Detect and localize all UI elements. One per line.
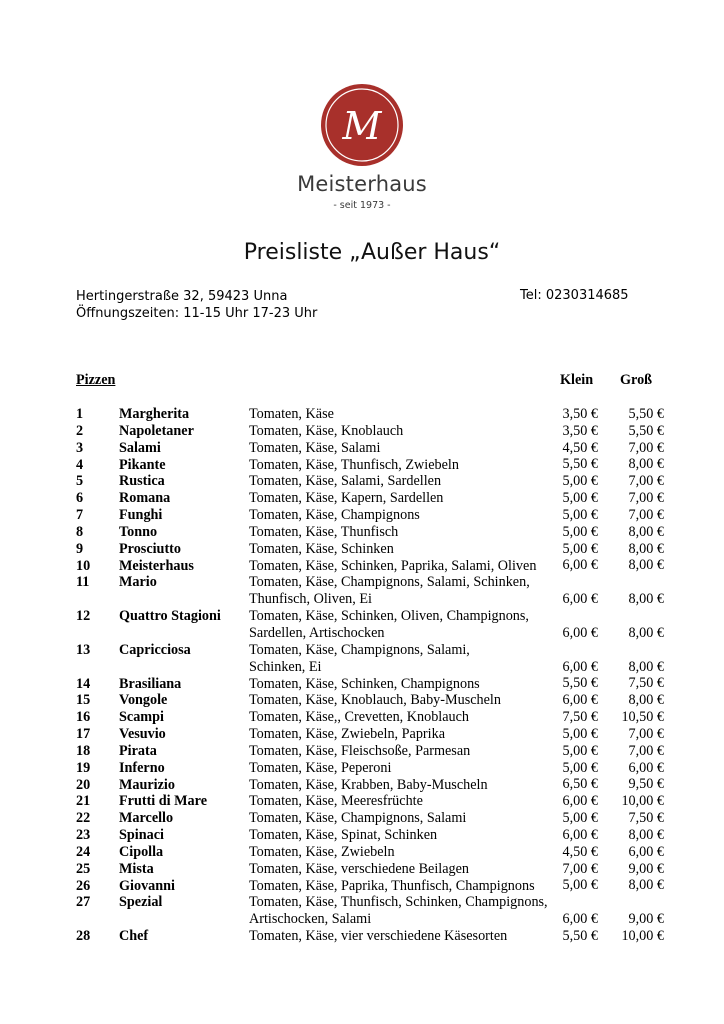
item-description [249,574,561,608]
item-number: 15 [76,692,91,709]
description-line: Tomaten, Käse, Salami, Sardellen [249,473,442,490]
description-line: Thunfisch, Oliven, Ei [249,591,372,608]
item-description [249,827,561,844]
description-line: Tomaten, Käse, Zwiebeln [249,843,395,860]
description-line: Tomaten, Käse [249,406,334,422]
description-line: Tomaten, Käse, vier verschiedene Käsesorten [249,928,508,945]
item-number: 20 [76,776,91,793]
price-small: 5,50 € [562,928,598,944]
price-small: 5,50 € [562,675,598,692]
item-description [249,642,561,676]
menu-item [76,574,676,608]
price-small: 5,00 € [562,490,598,507]
price-large: 10,50 € [621,709,664,726]
menu-item [76,743,676,760]
price-large: 8,00 € [628,540,664,557]
item-name: Spinaci [119,827,164,844]
price-large: 8,00 € [628,692,664,709]
price-small: 5,00 € [562,759,598,776]
price-large: 5,50 € [628,405,664,422]
item-description [249,894,561,928]
price-large: 8,00 € [628,591,664,608]
item-description [249,473,561,490]
price-small: 3,50 € [562,405,598,422]
menu-item [76,810,676,827]
description-line: Tomaten, Käse, verschiedene Beilagen [249,860,470,877]
item-description [249,406,561,423]
item-name: Marcello [119,810,174,827]
item-description [249,676,561,693]
col-large-heading: Groß [620,372,653,388]
item-number: 13 [76,641,91,658]
description-line: Tomaten, Käse, Schinken [249,540,394,557]
description-line: Tomaten, Käse, Thunfisch [249,523,399,540]
item-description [249,777,561,794]
item-description [249,692,561,709]
item-number: 1 [76,406,84,422]
menu-item [76,558,676,575]
item-number: 3 [76,439,84,456]
price-small: 5,00 € [562,523,598,540]
menu-item [76,777,676,794]
item-name: Vongole [119,692,168,709]
item-name: Pirata [119,742,157,759]
item-number: 6 [76,490,84,507]
price-small: 6,00 € [562,624,598,641]
price-large: 9,50 € [628,776,664,793]
menu-item [76,692,676,709]
logo-monogram: M [342,104,382,148]
item-name: Vesuvio [119,726,166,743]
item-number: 19 [76,759,91,776]
item-description [249,844,561,861]
item-name: Cipolla [119,843,164,860]
description-line: Tomaten, Käse, Fleischsoße, Parmesan [249,742,471,759]
item-number: 22 [76,810,91,827]
item-name: Funghi [119,507,163,524]
item-description [249,541,561,558]
description-line: Sardellen, Artischocken [249,624,385,641]
price-small: 5,00 € [562,473,598,490]
price-large: 7,00 € [628,506,664,523]
menu-item [76,760,676,777]
item-name: Salami [119,439,161,456]
description-line: Tomaten, Käse, Krabben, Baby-Muscheln [249,776,488,793]
item-name: Frutti di Mare [119,793,207,810]
item-description [249,524,561,541]
menu-list [76,406,676,945]
address: Hertingerstraße 32, 59423 Unna [76,289,288,304]
price-small: 6,00 € [562,793,598,810]
item-number: 2 [76,422,84,439]
price-large: 7,00 € [628,725,664,742]
item-number: 17 [76,726,91,743]
menu-item [76,642,676,676]
item-number: 27 [76,894,91,911]
item-number: 11 [76,574,90,591]
description-line: Tomaten, Käse, Schinken, Paprika, Salami, Oliven [249,557,537,574]
price-large: 8,00 € [628,624,664,641]
item-number: 18 [76,742,91,759]
item-name: Chef [119,928,149,945]
description-line: Tomaten, Käse, Schinken, Champignons [249,675,480,692]
item-name: Tonno [119,523,158,540]
opening-hours: Öffnungszeiten: 11-15 Uhr 17-23 Uhr [76,306,318,321]
monogram-icon [321,84,403,166]
item-name: Prosciutto [119,540,181,557]
price-large: 7,00 € [628,490,664,507]
item-description [249,743,561,760]
description-line: Tomaten, Käse, Champignons [249,507,420,524]
item-number: 4 [76,456,84,473]
description-line: Artischocken, Salami [249,911,372,928]
item-description [249,810,561,827]
menu-item [76,406,676,423]
price-large: 7,50 € [628,675,664,692]
phone: Tel: 0230314685 [520,288,629,303]
menu-item [76,423,676,440]
menu-item [76,473,676,490]
price-small: 5,00 € [562,742,598,759]
price-small: 6,00 € [562,557,598,574]
price-small: 5,50 € [562,456,598,473]
price-large: 8,00 € [628,523,664,540]
item-name: Capricciosa [119,641,191,658]
price-large: 9,00 € [628,860,664,877]
item-number: 9 [76,540,84,557]
price-small: 6,50 € [562,776,598,793]
menu-item [76,507,676,524]
item-number: 16 [76,709,91,726]
description-line: Tomaten, Käse, Thunfisch, Schinken, Champignons, [249,894,548,911]
item-name: Maurizio [119,776,175,793]
price-small: 6,00 € [562,692,598,709]
item-number: 21 [76,793,91,810]
item-description [249,608,561,642]
description-line: Tomaten, Käse, Knoblauch, Baby-Muscheln [249,692,501,709]
item-name: Inferno [119,759,165,776]
item-description [249,558,561,575]
logo [0,84,724,211]
item-description [249,878,561,895]
price-large: 10,00 € [621,928,664,944]
item-name: Spezial [119,894,163,911]
description-line: Tomaten, Käse, Schinken, Oliven, Champignons, [249,608,529,625]
price-large: 9,00 € [628,911,664,928]
description-line: Tomaten, Käse, Champignons, Salami [249,810,467,827]
col-small-heading: Klein [560,372,594,388]
item-name: Mista [119,860,154,877]
menu-item [76,608,676,642]
price-large: 7,00 € [628,473,664,490]
price-small: 5,00 € [562,810,598,827]
price-small: 4,50 € [562,439,598,456]
price-large: 8,00 € [628,877,664,894]
price-large: 8,00 € [628,826,664,843]
price-small: 7,00 € [562,860,598,877]
description-line: Tomaten, Käse, Champignons, Salami, [249,641,470,658]
menu-item [76,440,676,457]
item-name: Pikante [119,456,166,473]
menu-item [76,676,676,693]
table-header [76,372,676,406]
brand-since: - seit 1973 - [333,200,391,211]
item-description [249,440,561,457]
item-name: Giovanni [119,877,175,894]
description-line: Tomaten, Käse, Peperoni [249,759,392,776]
price-large: 10,00 € [621,793,664,810]
price-table [76,372,676,945]
menu-item [76,726,676,743]
item-name: Margherita [119,406,190,422]
description-line: Tomaten, Käse, Knoblauch [249,422,404,439]
item-description [249,928,561,945]
menu-item [76,844,676,861]
item-name: Meisterhaus [119,557,194,574]
description-line: Tomaten, Käse, Paprika, Thunfisch, Champignons [249,877,535,894]
menu-item [76,827,676,844]
price-small: 6,00 € [562,658,598,675]
section-heading: Pizzen [76,372,116,388]
description-line: Tomaten, Käse,, Crevetten, Knoblauch [249,709,470,726]
description-line: Tomaten, Käse, Champignons, Salami, Schinken, [249,574,530,591]
item-number: 23 [76,827,91,844]
page-title: Preisliste „Außer Haus“ [243,240,501,265]
price-large: 5,50 € [628,422,664,439]
menu-item [76,894,676,928]
item-number: 26 [76,877,91,894]
address-block [76,288,317,322]
description-line: Tomaten, Käse, Kapern, Sardellen [249,490,444,507]
price-small: 6,00 € [562,591,598,608]
logo-emblem [321,84,403,166]
item-number: 7 [76,507,84,524]
item-name: Napoletaner [119,422,194,439]
brand-name: Meisterhaus [297,172,427,196]
price-large: 6,00 € [628,843,664,860]
price-small: 5,00 € [562,506,598,523]
price-small: 5,00 € [562,725,598,742]
price-large: 7,00 € [628,742,664,759]
description-line: Tomaten, Käse, Meeresfrüchte [249,793,423,810]
item-name: Quattro Stagioni [119,608,221,625]
item-description [249,490,561,507]
item-description [249,507,561,524]
item-number: 10 [76,557,91,574]
item-number: 8 [76,523,84,540]
item-number: 12 [76,608,91,625]
menu-item [76,793,676,810]
item-description [249,760,561,777]
menu-item [76,878,676,895]
price-small: 4,50 € [562,843,598,860]
item-name: Rustica [119,473,165,490]
price-small: 7,50 € [562,709,598,726]
description-line: Tomaten, Käse, Spinat, Schinken [249,827,438,844]
description-line: Tomaten, Käse, Thunfisch, Zwiebeln [249,456,459,473]
menu-item [76,457,676,474]
price-large: 8,00 € [628,658,664,675]
menu-item [76,861,676,878]
item-description [249,793,561,810]
price-large: 7,50 € [628,810,664,827]
item-number: 14 [76,675,91,692]
item-description [249,457,561,474]
item-description [249,861,561,878]
menu-item [76,541,676,558]
description-line: Schinken, Ei [249,658,322,675]
item-name: Scampi [119,709,164,726]
price-small: 6,00 € [562,826,598,843]
price-large: 6,00 € [628,759,664,776]
price-small: 6,00 € [562,911,598,928]
description-line: Tomaten, Käse, Zwiebeln, Paprika [249,726,445,743]
price-small: 3,50 € [562,422,598,439]
price-large: 8,00 € [628,456,664,473]
item-description [249,709,561,726]
menu-item [76,709,676,726]
price-small: 5,00 € [562,540,598,557]
price-small: 5,00 € [562,877,598,894]
item-number: 5 [76,473,84,490]
item-name: Mario [119,574,157,591]
item-description [249,423,561,440]
description-line: Tomaten, Käse, Salami [249,439,381,456]
menu-item [76,928,676,945]
price-large: 8,00 € [628,557,664,574]
item-number: 25 [76,860,91,877]
item-number: 28 [76,928,91,945]
menu-item [76,490,676,507]
item-description [249,726,561,743]
menu-item [76,524,676,541]
item-number: 24 [76,843,91,860]
price-large: 7,00 € [628,439,664,456]
item-name: Brasiliana [119,675,182,692]
item-name: Romana [119,490,171,507]
